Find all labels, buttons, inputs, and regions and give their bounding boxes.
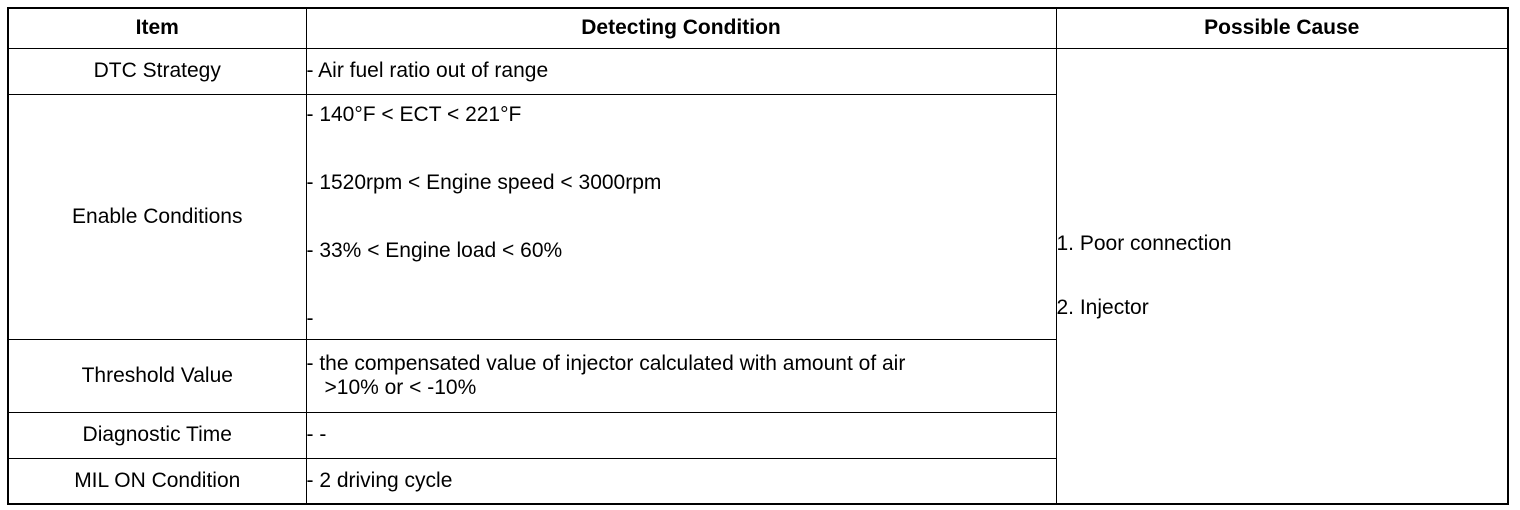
item-mil-on-condition: MIL ON Condition [8,458,306,504]
condition-threshold-value [306,339,1056,412]
condition-enable-conditions [306,94,1056,339]
header-detecting-condition: Detecting Condition [306,8,1056,48]
item-diagnostic-time: Diagnostic Time [8,412,306,458]
possible-cause-cell [1056,48,1508,504]
header-possible-cause: Possible Cause [1056,8,1508,48]
possible-cause-2: 2. Injector [1056,295,1149,319]
enable-condition-ect: - 140°F < ECT < 221°F [306,102,522,126]
item-enable-conditions: Enable Conditions [8,94,306,339]
dtc-spec-table [7,7,1509,505]
enable-condition-blank: - [306,306,314,330]
table-row [8,48,1508,94]
possible-cause-1: 1. Poor connection [1056,231,1232,255]
table-header-row [8,8,1508,48]
threshold-line-2: >10% or < -10% [324,375,477,399]
condition-diagnostic-time: - - [306,412,1056,458]
item-threshold-value: Threshold Value [8,339,306,412]
header-item: Item [8,8,306,48]
condition-mil-on-condition: - 2 driving cycle [306,458,1056,504]
item-dtc-strategy: DTC Strategy [8,48,306,94]
threshold-line-1: - the compensated value of injector calculated with amount of air [306,351,906,375]
enable-condition-engine-speed: - 1520rpm < Engine speed < 3000rpm [306,170,662,194]
enable-condition-engine-load: - 33% < Engine load < 60% [306,238,563,262]
condition-dtc-strategy: - Air fuel ratio out of range [306,48,1056,94]
